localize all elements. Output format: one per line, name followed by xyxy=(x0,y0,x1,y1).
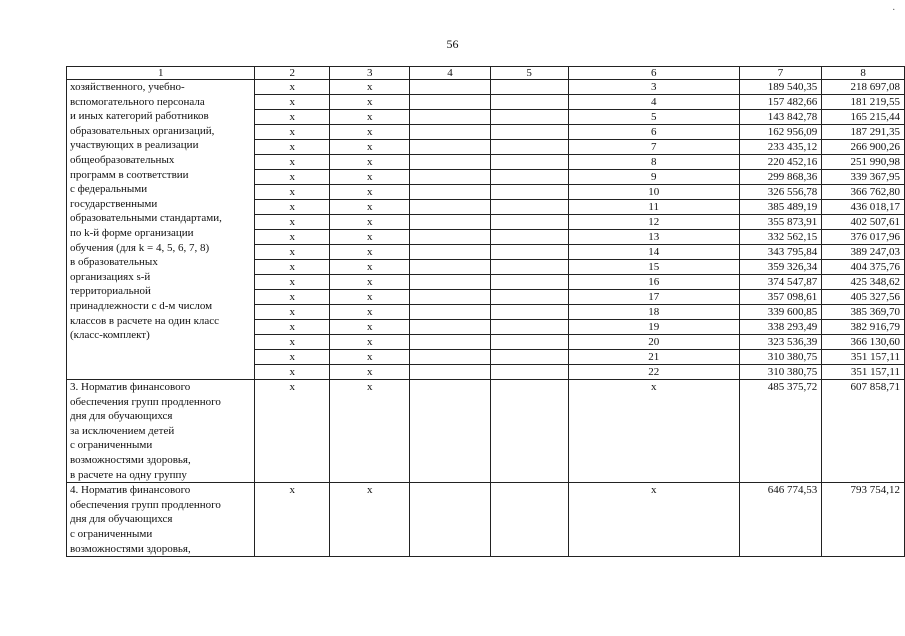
row-description xyxy=(67,380,255,483)
cell-col-5 xyxy=(490,305,568,320)
cell-col-4 xyxy=(410,365,490,380)
cell-col-8: 165 215,44 xyxy=(822,110,905,125)
description-line: в расчете на одну группу xyxy=(70,468,187,481)
cell-col-2: x xyxy=(255,230,330,245)
cell-col-2: x xyxy=(255,155,330,170)
cell-col-2: x xyxy=(255,215,330,230)
cell-col-2: x xyxy=(255,140,330,155)
cell-col-8: 382 916,79 xyxy=(822,320,905,335)
cell-col-5 xyxy=(490,365,568,380)
cell-col-6: 22 xyxy=(568,365,739,380)
cell-col-5 xyxy=(490,230,568,245)
cell-col-4 xyxy=(410,125,490,140)
cell-col-3: x xyxy=(330,170,410,185)
header-cell: 8 xyxy=(822,67,905,80)
cell-col-3: x xyxy=(330,200,410,215)
row-description xyxy=(67,80,255,380)
description-line: образовательных организаций, xyxy=(70,124,215,137)
description-line: в образовательных xyxy=(70,256,158,269)
cell-col-4 xyxy=(410,95,490,110)
cell-col-8: 376 017,96 xyxy=(822,230,905,245)
cell-col-5 xyxy=(490,80,568,95)
cell-col-7: 355 873,91 xyxy=(739,215,822,230)
cell-col-4 xyxy=(410,483,490,557)
cell-col-7: 338 293,49 xyxy=(739,320,822,335)
cell-col-7: 310 380,75 xyxy=(739,350,822,365)
description-line: с федеральными xyxy=(70,183,148,196)
table-row-section-3 xyxy=(67,380,905,483)
cell-col-7: 332 562,15 xyxy=(739,230,822,245)
description-line: образовательными стандартами, xyxy=(70,212,222,225)
cell-col-4 xyxy=(410,335,490,350)
cell-col-7: 189 540,35 xyxy=(739,80,822,95)
cell-col-6: 6 xyxy=(568,125,739,140)
cell-col-2: x xyxy=(255,125,330,140)
cell-col-2: x xyxy=(255,110,330,125)
cell-col-2: x xyxy=(255,80,330,95)
cell-col-5 xyxy=(490,335,568,350)
cell-col-5 xyxy=(490,275,568,290)
cell-col-2: x xyxy=(255,335,330,350)
cell-col-4 xyxy=(410,320,490,335)
cell-col-2: x xyxy=(255,260,330,275)
header-cell: 4 xyxy=(410,67,490,80)
cell-col-3: x xyxy=(330,275,410,290)
cell-col-4 xyxy=(410,170,490,185)
cell-col-5 xyxy=(490,200,568,215)
cell-col-7: 143 842,78 xyxy=(739,110,822,125)
cell-col-5 xyxy=(490,215,568,230)
description-line: за исключением детей xyxy=(70,424,175,437)
cell-col-7: 339 600,85 xyxy=(739,305,822,320)
cell-col-4 xyxy=(410,260,490,275)
cell-col-8: 793 754,12 xyxy=(822,483,905,557)
cell-col-8: 366 762,80 xyxy=(822,185,905,200)
description-line: дня для обучающихся xyxy=(70,410,173,423)
cell-col-7: 646 774,53 xyxy=(739,483,822,557)
header-cell: 2 xyxy=(255,67,330,80)
cell-col-4 xyxy=(410,380,490,483)
description-line: 4. Норматив финансового xyxy=(70,484,191,497)
description-line: обучения (для k = 4, 5, 6, 7, 8) xyxy=(70,241,210,254)
cell-col-5 xyxy=(490,185,568,200)
cell-col-3: x xyxy=(330,305,410,320)
cell-col-4 xyxy=(410,155,490,170)
cell-col-8: 402 507,61 xyxy=(822,215,905,230)
cell-col-2: x xyxy=(255,185,330,200)
cell-col-4 xyxy=(410,140,490,155)
cell-col-5 xyxy=(490,380,568,483)
cell-col-8: 351 157,11 xyxy=(822,350,905,365)
description-line: хозяйственного, учебно- xyxy=(70,81,185,93)
description-line: дня для обучающихся xyxy=(70,513,173,526)
normative-table xyxy=(66,66,905,557)
cell-col-5 xyxy=(490,110,568,125)
cell-col-6: 14 xyxy=(568,245,739,260)
cell-col-4 xyxy=(410,275,490,290)
cell-col-3: x xyxy=(330,125,410,140)
cell-col-7: 326 556,78 xyxy=(739,185,822,200)
cell-col-5 xyxy=(490,245,568,260)
cell-col-6: x xyxy=(568,380,739,483)
cell-col-3: x xyxy=(330,483,410,557)
cell-col-8: 218 697,08 xyxy=(822,80,905,95)
cell-col-3: x xyxy=(330,230,410,245)
cell-col-5 xyxy=(490,350,568,365)
cell-col-7: 162 956,09 xyxy=(739,125,822,140)
cell-col-8: 366 130,60 xyxy=(822,335,905,350)
cell-col-2: x xyxy=(255,350,330,365)
cell-col-5 xyxy=(490,140,568,155)
cell-col-3: x xyxy=(330,140,410,155)
cell-col-3: x xyxy=(330,380,410,483)
cell-col-7: 374 547,87 xyxy=(739,275,822,290)
column-number-header xyxy=(67,67,905,80)
cell-col-6: 19 xyxy=(568,320,739,335)
cell-col-2: x xyxy=(255,275,330,290)
description-line: возможностями здоровья, xyxy=(70,453,191,466)
page-number: 56 xyxy=(446,37,459,51)
cell-col-5 xyxy=(490,170,568,185)
cell-col-8: 404 375,76 xyxy=(822,260,905,275)
cell-col-7: 485 375,72 xyxy=(739,380,822,483)
description-line: организациях s-й xyxy=(70,270,151,283)
header-cell: 6 xyxy=(568,67,739,80)
cell-col-4 xyxy=(410,185,490,200)
table-row-section-4 xyxy=(67,483,905,557)
cell-col-4 xyxy=(410,215,490,230)
cell-col-6: 8 xyxy=(568,155,739,170)
cell-col-3: x xyxy=(330,185,410,200)
cell-col-3: x xyxy=(330,365,410,380)
cell-col-2: x xyxy=(255,365,330,380)
cell-col-6: 4 xyxy=(568,95,739,110)
table-row xyxy=(67,80,905,95)
header-cell: 1 xyxy=(67,67,255,80)
cell-col-3: x xyxy=(330,320,410,335)
cell-col-7: 233 435,12 xyxy=(739,140,822,155)
cell-col-2: x xyxy=(255,245,330,260)
cell-col-3: x xyxy=(330,350,410,365)
header-cell: 3 xyxy=(330,67,410,80)
cell-col-6: 21 xyxy=(568,350,739,365)
cell-col-8: 187 291,35 xyxy=(822,125,905,140)
cell-col-7: 157 482,66 xyxy=(739,95,822,110)
row-description xyxy=(67,483,255,557)
cell-col-5 xyxy=(490,320,568,335)
description-line: общеобразовательных xyxy=(70,153,175,166)
cell-col-8: 405 327,56 xyxy=(822,290,905,305)
cell-col-6: 18 xyxy=(568,305,739,320)
cell-col-2: x xyxy=(255,483,330,557)
cell-col-7: 385 489,19 xyxy=(739,200,822,215)
cell-col-8: 351 157,11 xyxy=(822,365,905,380)
cell-col-3: x xyxy=(330,335,410,350)
cell-col-6: 17 xyxy=(568,290,739,305)
cell-col-5 xyxy=(490,483,568,557)
cell-col-2: x xyxy=(255,320,330,335)
corner-mark: . xyxy=(892,2,895,13)
cell-col-3: x xyxy=(330,80,410,95)
cell-col-7: 359 326,34 xyxy=(739,260,822,275)
cell-col-2: x xyxy=(255,380,330,483)
cell-col-4 xyxy=(410,350,490,365)
cell-col-7: 299 868,36 xyxy=(739,170,822,185)
description-line: (класс-комплект) xyxy=(70,329,150,342)
cell-col-3: x xyxy=(330,155,410,170)
cell-col-6: 3 xyxy=(568,80,739,95)
cell-col-6: 10 xyxy=(568,185,739,200)
cell-col-8: 385 369,70 xyxy=(822,305,905,320)
description-line: с ограниченными xyxy=(70,439,153,452)
cell-col-8: 425 348,62 xyxy=(822,275,905,290)
cell-col-7: 220 452,16 xyxy=(739,155,822,170)
description-line: государственными xyxy=(70,197,158,210)
cell-col-6: 15 xyxy=(568,260,739,275)
description-line: обеспечения групп продленного xyxy=(70,395,221,408)
cell-col-2: x xyxy=(255,170,330,185)
cell-col-7: 310 380,75 xyxy=(739,365,822,380)
cell-col-8: 436 018,17 xyxy=(822,200,905,215)
description-line: территориальной xyxy=(70,285,151,298)
cell-col-4 xyxy=(410,80,490,95)
cell-col-8: 607 858,71 xyxy=(822,380,905,483)
cell-col-6: 20 xyxy=(568,335,739,350)
cell-col-6: 16 xyxy=(568,275,739,290)
cell-col-2: x xyxy=(255,290,330,305)
cell-col-3: x xyxy=(330,215,410,230)
cell-col-2: x xyxy=(255,200,330,215)
cell-col-3: x xyxy=(330,110,410,125)
cell-col-3: x xyxy=(330,245,410,260)
cell-col-4 xyxy=(410,230,490,245)
cell-col-4 xyxy=(410,290,490,305)
cell-col-6: 12 xyxy=(568,215,739,230)
cell-col-4 xyxy=(410,200,490,215)
cell-col-4 xyxy=(410,245,490,260)
description-line: участвующих в реализации xyxy=(70,139,199,152)
cell-col-5 xyxy=(490,260,568,275)
cell-col-3: x xyxy=(330,290,410,305)
cell-col-6: 13 xyxy=(568,230,739,245)
cell-col-8: 251 990,98 xyxy=(822,155,905,170)
cell-col-5 xyxy=(490,125,568,140)
cell-col-8: 339 367,95 xyxy=(822,170,905,185)
description-line: с ограниченными xyxy=(70,527,153,540)
description-line: и иных категорий работников xyxy=(70,110,209,123)
description-line: программ в соответствии xyxy=(70,168,189,181)
cell-col-7: 343 795,84 xyxy=(739,245,822,260)
cell-col-6: x xyxy=(568,483,739,557)
description-line: по k-й форме организации xyxy=(70,226,194,239)
cell-col-7: 323 536,39 xyxy=(739,335,822,350)
cell-col-6: 11 xyxy=(568,200,739,215)
cell-col-6: 5 xyxy=(568,110,739,125)
header-cell: 5 xyxy=(490,67,568,80)
description-line: принадлежности с d-м числом xyxy=(70,299,213,312)
cell-col-5 xyxy=(490,155,568,170)
description-line: возможностями здоровья, xyxy=(70,542,191,555)
description-line: вспомогательного персонала xyxy=(70,95,205,108)
cell-col-8: 181 219,55 xyxy=(822,95,905,110)
cell-col-3: x xyxy=(330,95,410,110)
cell-col-5 xyxy=(490,95,568,110)
cell-col-8: 389 247,03 xyxy=(822,245,905,260)
cell-col-4 xyxy=(410,305,490,320)
cell-col-2: x xyxy=(255,95,330,110)
cell-col-6: 9 xyxy=(568,170,739,185)
cell-col-7: 357 098,61 xyxy=(739,290,822,305)
header-cell: 7 xyxy=(739,67,822,80)
cell-col-4 xyxy=(410,110,490,125)
cell-col-6: 7 xyxy=(568,140,739,155)
cell-col-3: x xyxy=(330,260,410,275)
description-line: классов в расчете на один класс xyxy=(70,314,220,327)
cell-col-2: x xyxy=(255,305,330,320)
description-line: обеспечения групп продленного xyxy=(70,498,221,511)
cell-col-5 xyxy=(490,290,568,305)
description-line: 3. Норматив финансового xyxy=(70,381,191,393)
cell-col-8: 266 900,26 xyxy=(822,140,905,155)
